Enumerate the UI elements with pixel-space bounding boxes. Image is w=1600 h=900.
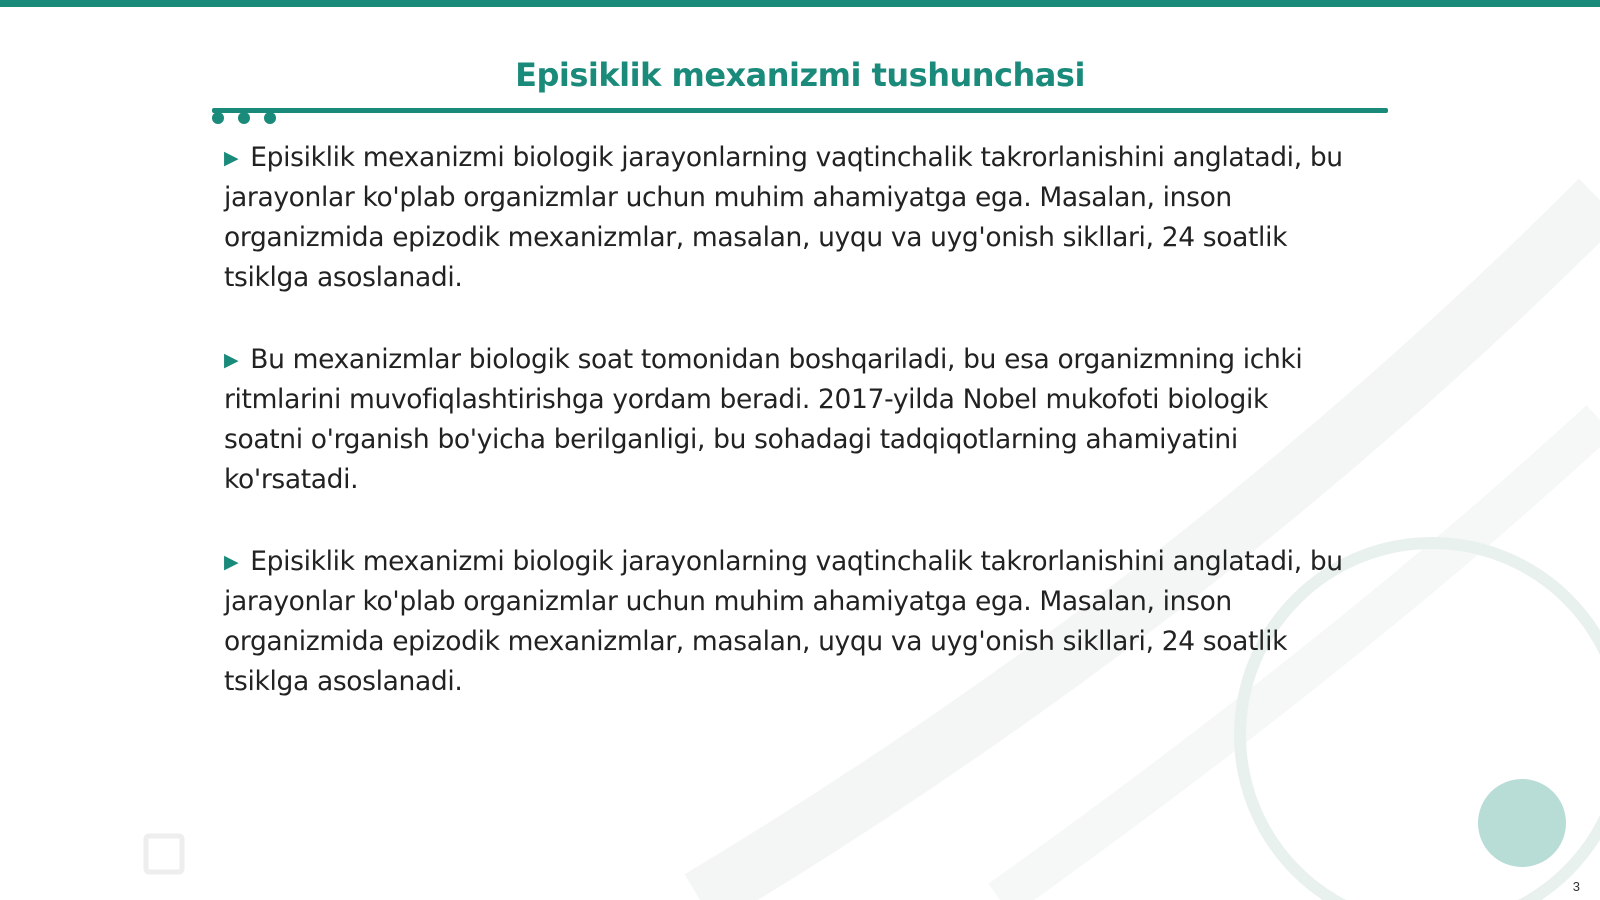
bullet-item [224, 542, 1354, 702]
title-underline [212, 108, 1388, 113]
triangle-bullet-icon: ▶ [224, 551, 239, 573]
bullet-list [224, 138, 1354, 744]
bullet-text: Bu mexanizmlar biologik soat tomonidan boshqariladi, bu esa organizmning ichki ritmlarini muvofiqlashtirishga yordam beradi. 2017-yilda Nobel mukofoti biologik soatni o'rganish bo'yicha berilganligi, bu sohadagi tadqiqotlarning ahamiyatini ko'rsatadi. [224, 344, 1303, 495]
rule-dot [264, 112, 276, 124]
top-accent-bar [0, 0, 1600, 7]
page-number: 3 [1572, 879, 1580, 894]
bullet-text: Episiklik mexanizmi biologik jarayonlarning vaqtinchalik takrorlanishini anglatadi, bu jarayonlar ko'plab organizmlar uchun muhim ahamiyatga ega. Masalan, inson organizmida epizodik mexanizmlar, masalan, uyqu va uyg'onish sikllari, 24 soatlik tsiklga asoslanadi. [224, 546, 1343, 697]
rule-dot [238, 112, 250, 124]
triangle-bullet-icon: ▶ [224, 349, 239, 371]
slide-title: Episiklik mexanizmi tushunchasi [515, 56, 1085, 94]
square-decor [146, 836, 182, 872]
bullet-item [224, 138, 1354, 298]
bullet-text: Episiklik mexanizmi biologik jarayonlarning vaqtinchalik takrorlanishini anglatadi, bu jarayonlar ko'plab organizmlar uchun muhim ahamiyatga ega. Masalan, inson organizmida epizodik mexanizmlar, masalan, uyqu va uyg'onish sikllari, 24 soatlik tsiklga asoslanadi. [224, 142, 1343, 293]
rule-dot [212, 112, 224, 124]
bullet-item [224, 340, 1354, 500]
triangle-bullet-icon: ▶ [224, 147, 239, 169]
teal-circle-decor [1478, 779, 1566, 867]
